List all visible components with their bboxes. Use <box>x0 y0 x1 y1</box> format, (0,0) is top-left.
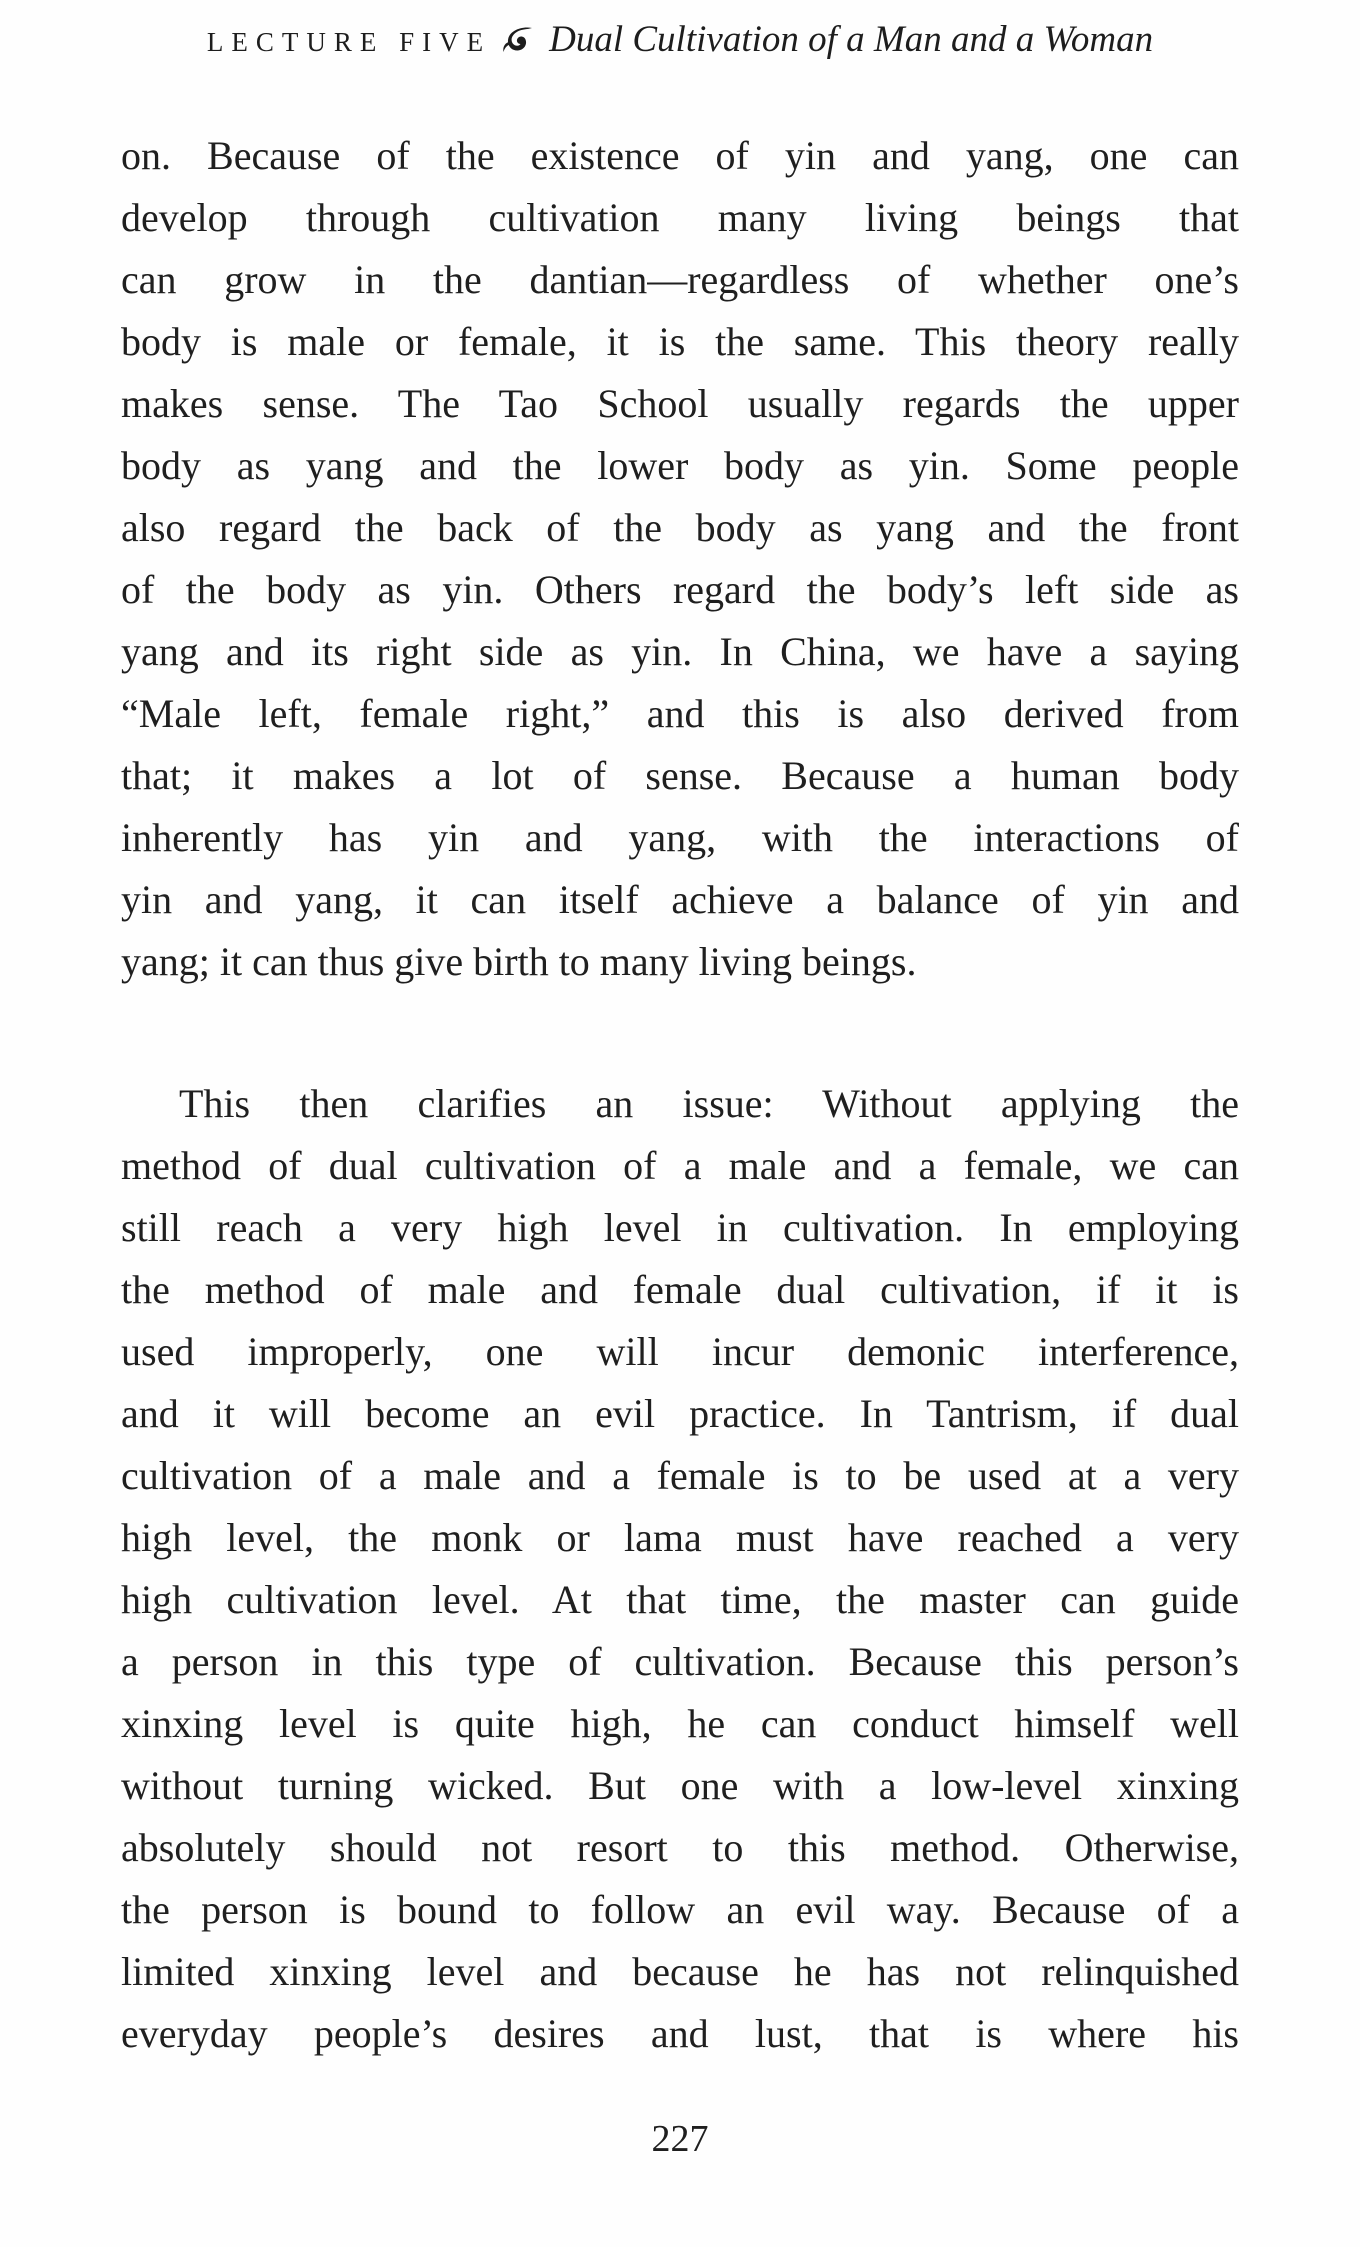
text-line: absolutely should not resort to this method. Otherwise, <box>121 1825 1239 1870</box>
paragraph <box>121 125 1239 993</box>
text-line: makes sense. The Tao School usually regards the upper <box>121 381 1239 426</box>
text-line: develop through cultivation many living beings that <box>121 195 1239 240</box>
text-line: of the body as yin. Others regard the body’s left side as <box>121 567 1239 612</box>
text-line: also regard the back of the body as yang and the front <box>121 505 1239 550</box>
text-line: high level, the monk or lama must have reached a very <box>121 1515 1239 1560</box>
text-line: a person in this type of cultivation. Because this person’s <box>121 1639 1239 1684</box>
page-footer <box>0 2117 1360 2161</box>
chapter-title: Dual Cultivation of a Man and a Woman <box>549 19 1154 60</box>
text-line: on. Because of the existence of yin and yang, one can <box>121 133 1239 178</box>
text-block <box>121 125 1239 2065</box>
text-line: the person is bound to follow an evil way. Because of a <box>121 1887 1239 1932</box>
text-line: yin and yang, it can itself achieve a balance of yin and <box>121 877 1239 922</box>
text-line: without turning wicked. But one with a low-level xinxing <box>121 1763 1239 1808</box>
text-line: body is male or female, it is the same. This theory really <box>121 319 1239 364</box>
running-header <box>0 0 1360 61</box>
text-line: yang; it can thus give birth to many living beings. <box>121 939 917 984</box>
text-line: yang and its right side as yin. In China, we have a saying <box>121 629 1239 674</box>
page-number: 227 <box>651 2118 709 2160</box>
text-line: used improperly, one will incur demonic interference, <box>121 1329 1239 1374</box>
text-line: still reach a very high level in cultivation. In employing <box>121 1205 1239 1250</box>
text-line: method of dual cultivation of a male and a female, we can <box>121 1143 1239 1188</box>
text-line: the method of male and female dual cultivation, if it is <box>121 1267 1239 1312</box>
fleuron-ornament-icon <box>501 25 535 60</box>
lecture-number-label: LECTURE FIVE <box>206 27 492 57</box>
text-line: xinxing level is quite high, he can conduct himself well <box>121 1701 1239 1746</box>
text-line: inherently has yin and yang, with the interactions of <box>121 815 1239 860</box>
text-line: limited xinxing level and because he has not relinquished <box>121 1949 1239 1994</box>
text-line: can grow in the dantian—regardless of whether one’s <box>121 257 1239 302</box>
text-line: that; it makes a lot of sense. Because a human body <box>121 753 1239 798</box>
text-line: “Male left, female right,” and this is also derived from <box>121 691 1239 736</box>
text-line: everyday people’s desires and lust, that is where his <box>121 2011 1239 2056</box>
text-line: and it will become an evil practice. In Tantrism, if dual <box>121 1391 1239 1436</box>
text-line: This then clarifies an issue: Without applying the <box>179 1081 1239 1126</box>
text-line: high cultivation level. At that time, the master can guide <box>121 1577 1239 1622</box>
text-line: body as yang and the lower body as yin. Some people <box>121 443 1239 488</box>
paragraph <box>121 1073 1239 2065</box>
text-line: cultivation of a male and a female is to be used at a very <box>121 1453 1239 1498</box>
